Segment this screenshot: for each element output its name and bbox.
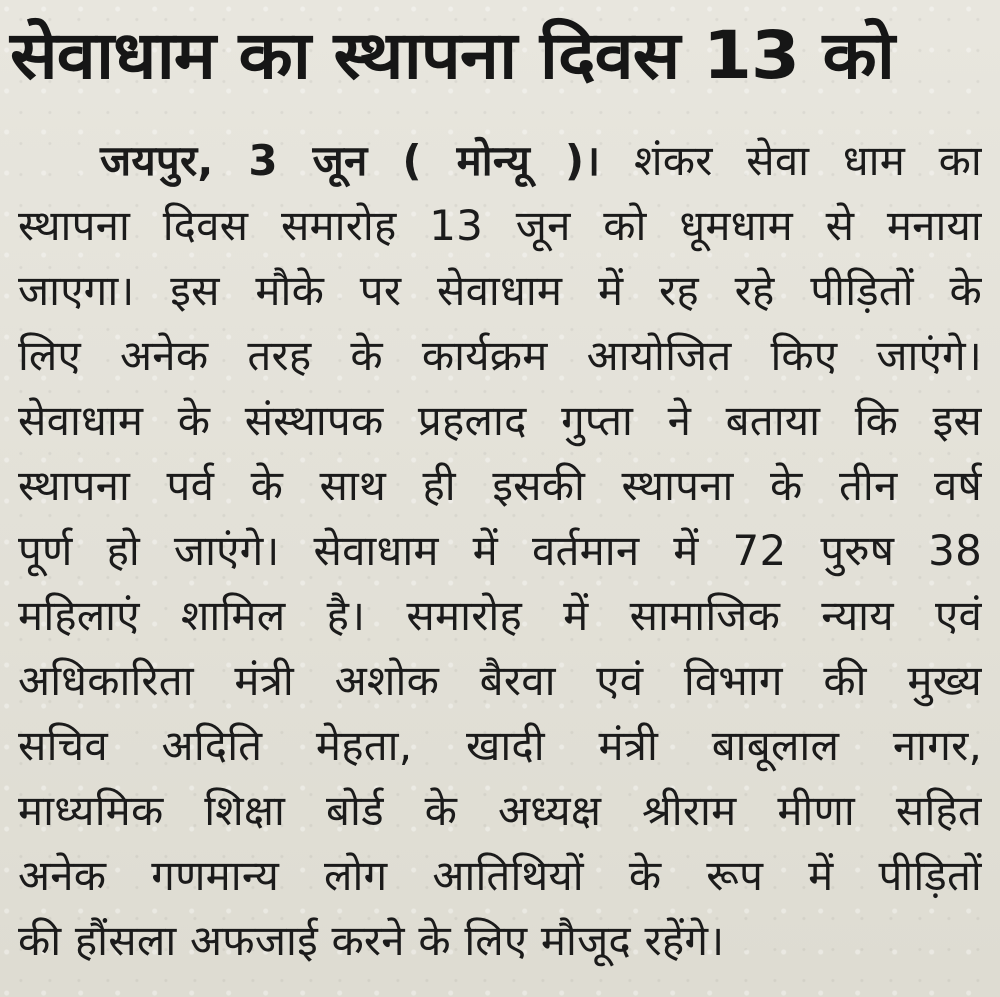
article-line: जाएगा। इस मौके पर सेवाधाम में रह रहे पीड़ितों के	[18, 266, 982, 315]
article-body	[18, 128, 982, 973]
article-line: पूर्ण हो जाएंगे। सेवाधाम में वर्तमान में 72 पुरुष 38	[18, 526, 982, 575]
article-line: सेवाधाम के संस्थापक प्रहलाद गुप्ता ने बताया कि इस	[18, 396, 982, 445]
article-line: स्थापना पर्व के साथ ही इसकी स्थापना के तीन वर्ष	[18, 461, 982, 510]
article-dateline: जयपुर, 3 जून ( मोन्यू )।	[100, 136, 601, 185]
article-line: अनेक गणमान्य लोग आतिथियों के रूप में पीड़ितों	[18, 851, 982, 900]
article-line	[18, 128, 982, 193]
article-headline: सेवाधाम का स्थापना दिवस 13 को	[10, 17, 894, 94]
article-line: महिलाएं शामिल है। समारोह में सामाजिक न्याय एवं	[18, 591, 982, 640]
article-line-text: शंकर सेवा धाम का	[634, 136, 982, 185]
article-line: की हौंसला अफजाई करने के लिए मौजूद रहेंगे।	[18, 916, 725, 965]
article-line: स्थापना दिवस समारोह 13 जून को धूमधाम से मनाया	[18, 201, 982, 250]
article-line: अधिकारिता मंत्री अशोक बैरवा एवं विभाग की मुख्य	[18, 656, 982, 705]
article-line: लिए अनेक तरह के कार्यक्रम आयोजित किए जाएंगे।	[18, 331, 982, 380]
article-line: माध्यमिक शिक्षा बोर्ड के अध्यक्ष श्रीराम मीणा सहित	[18, 786, 982, 835]
article-line: सचिव अदिति मेहता, खादी मंत्री बाबूलाल नागर,	[18, 721, 982, 770]
